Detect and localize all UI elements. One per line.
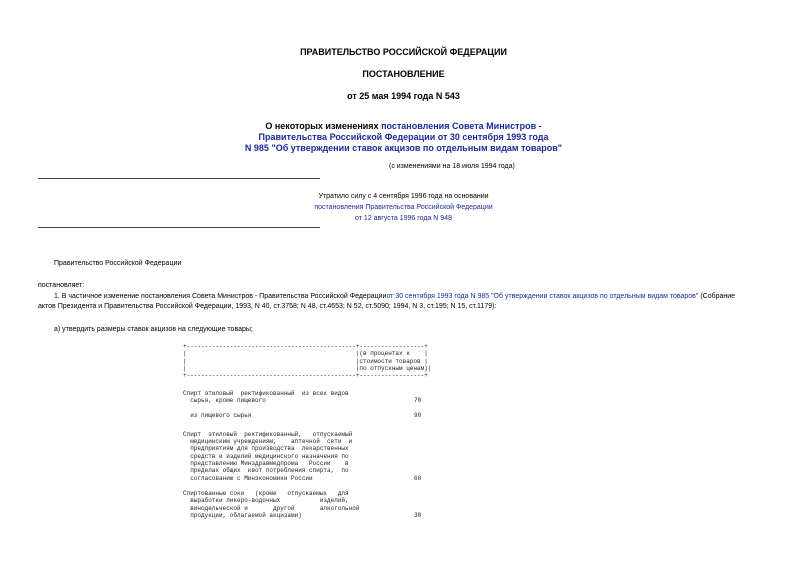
divider-bottom — [38, 227, 320, 228]
table-row-value: 70 — [414, 397, 422, 405]
title-link-line2[interactable]: Правительства Российской Федерации от 30 сентября 1993 года — [258, 132, 549, 142]
rates-table-body — [183, 390, 433, 519]
government-heading: ПРАВИТЕЛЬСТВО РОССИЙСКОЙ ФЕДЕРАЦИИ — [300, 47, 507, 57]
table-row-label: Спиртованные соки (кроме отпускаемых для выработки ликеро-водочных изделий, винодельческой и другой алкогольной продукции, облагаемой акцизами) — [183, 489, 360, 519]
issuer: Правительство Российской Федерации — [54, 260, 182, 267]
document-date: от 25 мая 1994 года N 543 — [347, 91, 460, 101]
document-type: ПОСТАНОВЛЕНИЕ — [362, 69, 445, 79]
paragraph-1-start: 1. В частичное изменение постановления Совета Министров - Правительства Российской Федерации — [54, 293, 387, 300]
paragraph-1 — [38, 292, 776, 312]
item-a: а) утвердить размеры ставок акцизов на следующие товары; — [54, 326, 253, 333]
repeal-line1: Утратило силу с 4 сентября 1996 года на основании — [318, 193, 489, 200]
table-row-value: 90 — [414, 411, 422, 419]
document-title — [0, 121, 807, 154]
title-prefix: О некоторых изменениях — [265, 121, 382, 131]
decides-label: постановляет: — [38, 282, 85, 289]
amendments-note: (с изменениями на 18 июля 1994 года) — [389, 163, 515, 170]
rates-table-header: +-----------------------------------------------+------------------+ | |(в процентах к | | |стоимости товаров | | |по отпускным ценам)| +-----------------------------------------------+------------------+ — [183, 343, 432, 380]
paragraph-1-end: (Собрание — [698, 293, 736, 300]
table-row — [183, 412, 433, 419]
paragraph-1-line2: актов Президента и Правительства Российской Федерации, 1993, N 40, ст.3758; N 48, ст.4653; N 52, ст.5090; 1994, N 3, ст.195; N 15, ст.1179): — [38, 303, 497, 310]
table-row-value: 60 — [414, 474, 422, 482]
paragraph-1-link[interactable]: от 30 сентября 1993 года N 985 "Об утверждении ставок акцизов по отдельным видам товаров" — [386, 293, 699, 300]
repeal-link-line3[interactable]: от 12 августа 1996 года N 948 — [355, 215, 452, 222]
title-link[interactable]: постановления Совета Министров - — [381, 121, 542, 131]
table-row-label: Спирт этиловый ректификованный из всех видов сырья, кроме пищевого — [183, 390, 349, 405]
table-row — [183, 490, 433, 519]
table-row-label: из пищевого сырья — [183, 411, 252, 419]
table-row — [183, 390, 433, 405]
repeal-link-line2[interactable]: постановления Правительства Российской Федерации — [314, 204, 493, 211]
table-row — [183, 431, 433, 482]
table-row-label: Спирт этиловый ректификованный, отпускаемый медицинским учреждениям, аптечной сети и предприятиям для производства лекарственных средств и изделий медицинского назначения по представлению Минздравмедпрома России в пределах общих квот потребления спирта, по согласованию с Минэкономики России — [183, 430, 353, 482]
title-link-line3[interactable]: N 985 "Об утверждении ставок акцизов по отдельным видам товаров" — [244, 143, 563, 153]
divider-top — [38, 178, 320, 179]
repeal-note — [300, 191, 507, 224]
table-row-value: 30 — [414, 511, 422, 519]
